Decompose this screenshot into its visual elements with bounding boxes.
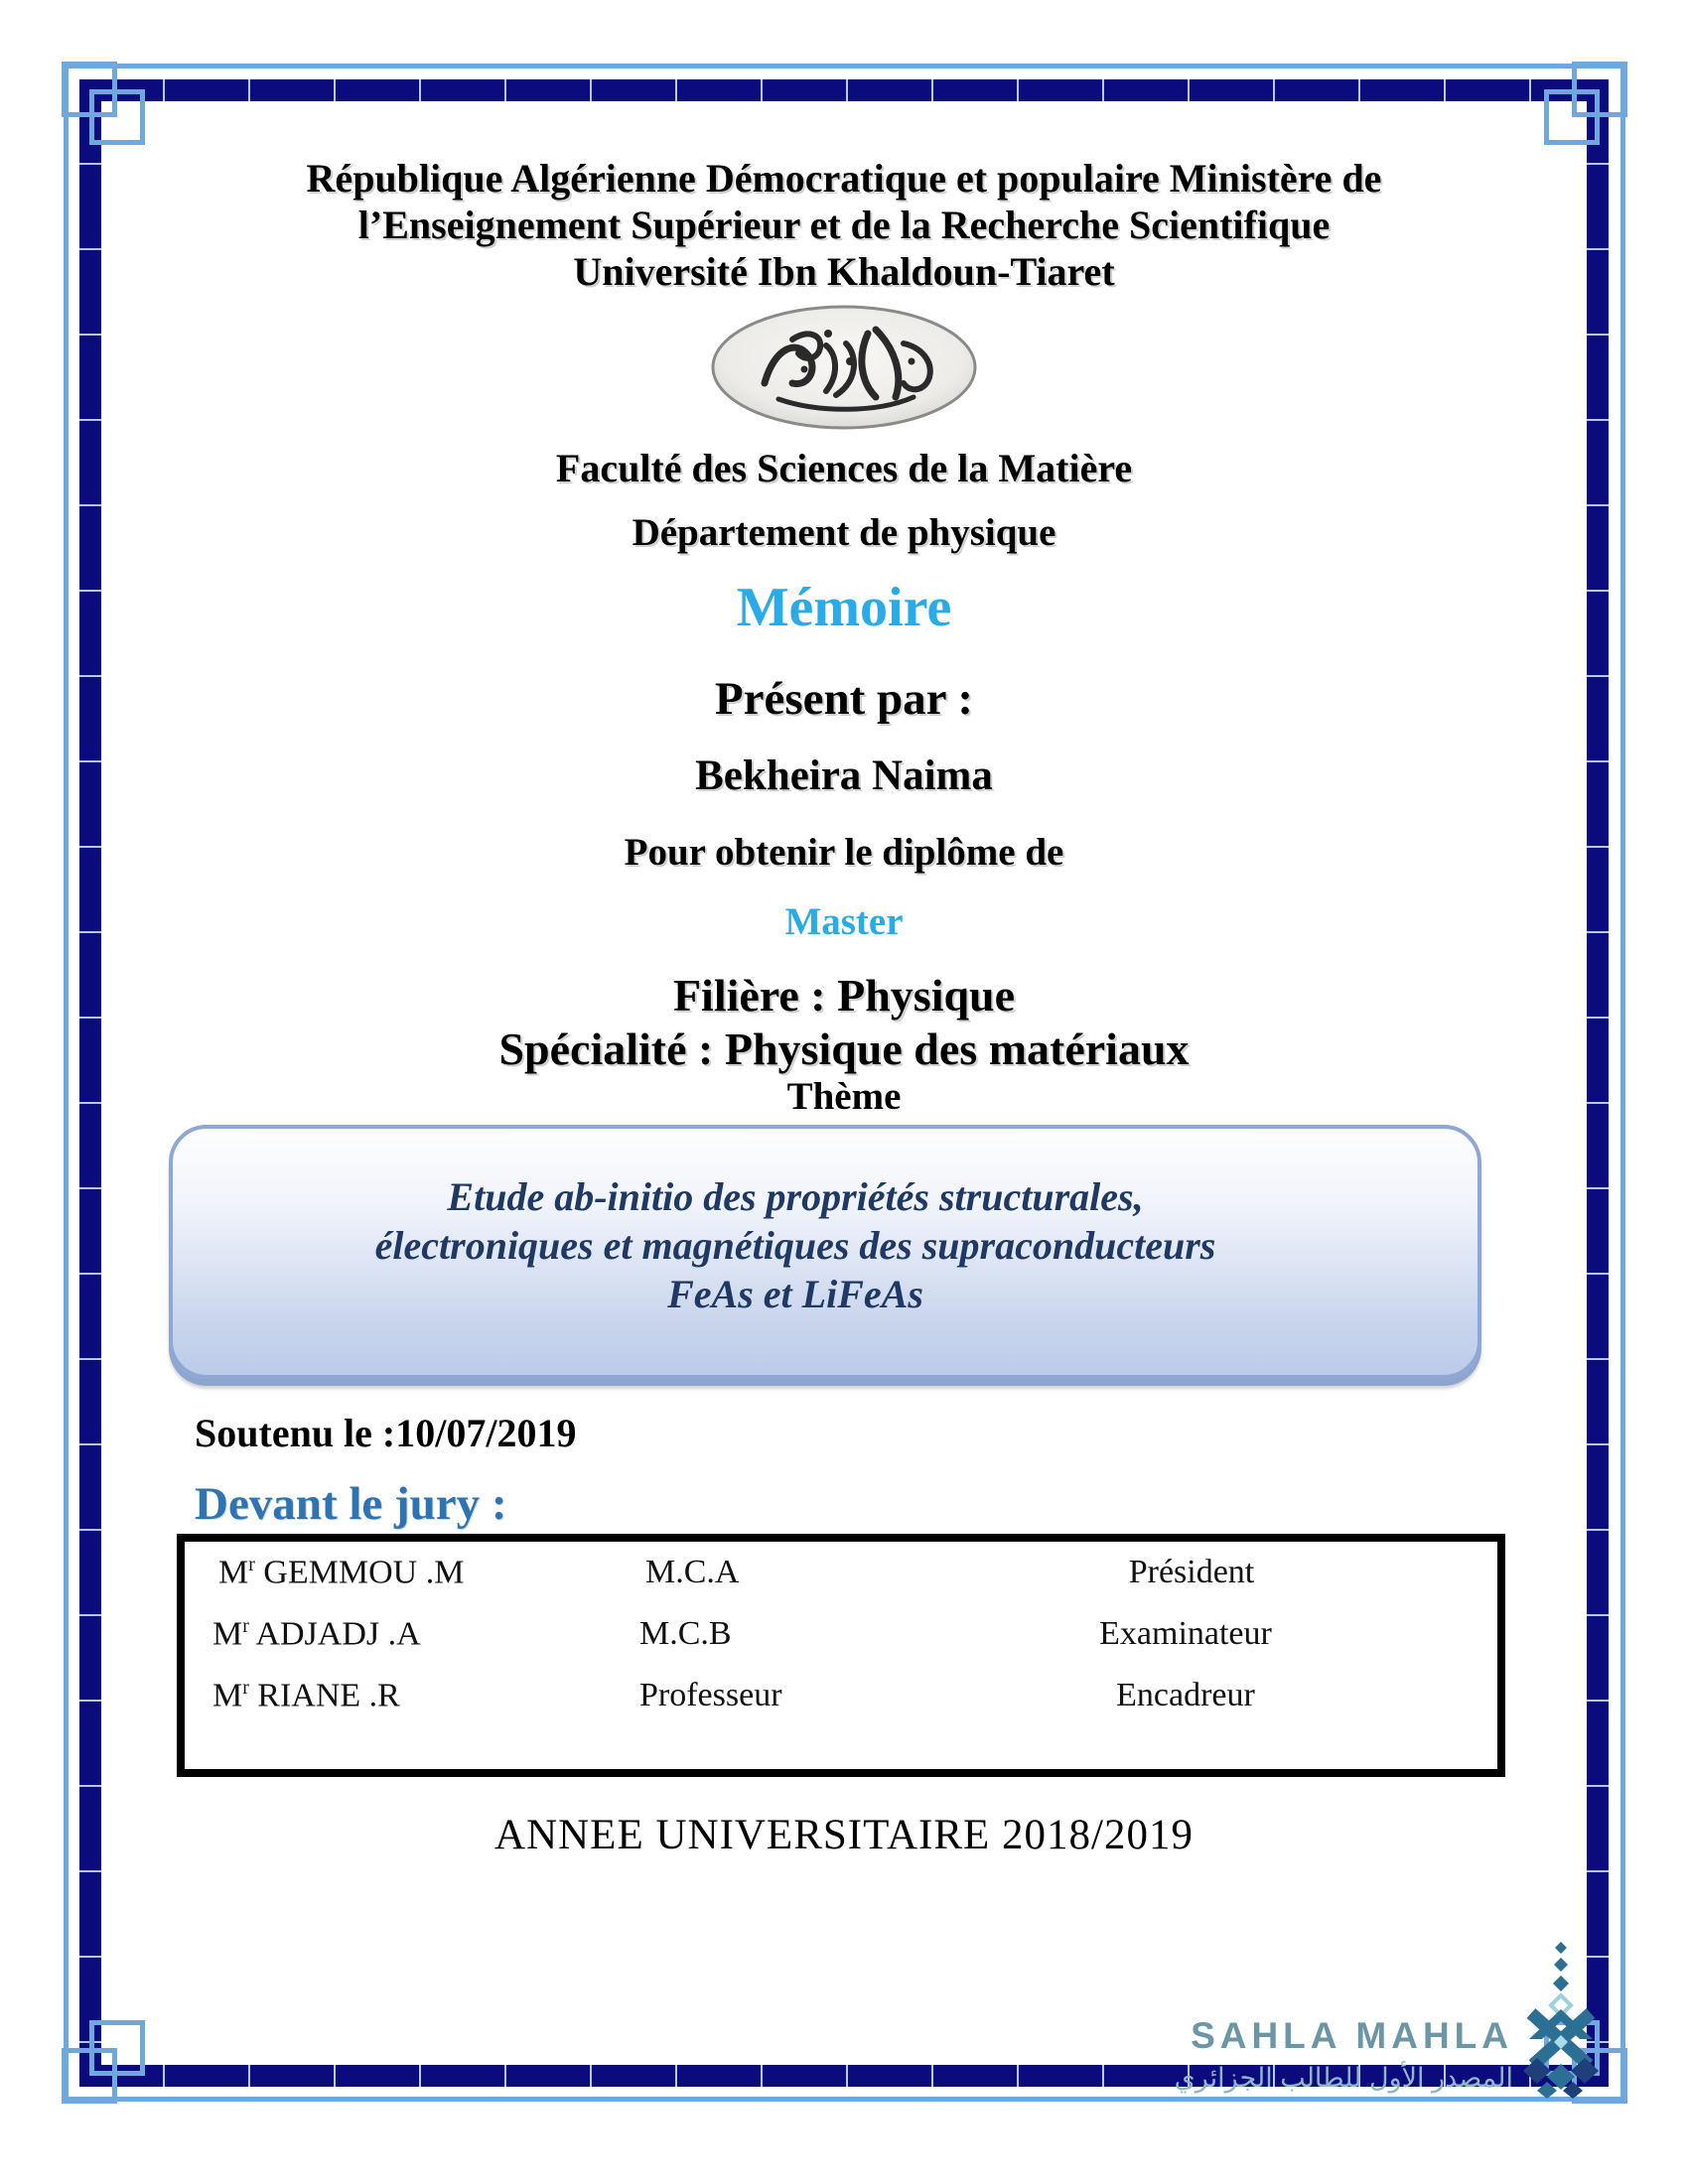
header-line-2: l’Enseignement Supérieur et de la Recherche Scientifique xyxy=(357,203,1331,247)
specialite-line: Spécialité : Physique des matériaux xyxy=(498,1024,1190,1074)
header-line-1: République Algérienne Démocratique et populaire Ministère de xyxy=(306,156,1382,201)
document-type-title: Mémoire xyxy=(736,577,952,638)
defense-date: Soutenu le :10/07/2019 xyxy=(195,1411,577,1455)
jury-member-role: Examinateur xyxy=(1099,1615,1272,1652)
thesis-title-line-3: FeAs et LiFeAs xyxy=(667,1272,923,1316)
filiere-line: Filière : Physique xyxy=(672,970,1016,1021)
department-title: Département de physique xyxy=(632,511,1056,554)
degree-name: Master xyxy=(784,900,904,943)
diploma-intro: Pour obtenir le diplôme de xyxy=(624,831,1064,874)
jury-member-grade: M.C.B xyxy=(639,1615,732,1652)
theme-label: Thème xyxy=(786,1075,902,1118)
sahla-mahla-branding xyxy=(1175,2015,1601,2094)
corner-square-decoration xyxy=(89,89,145,145)
academic-year: ANNEE UNIVERSITAIRE 2018/2019 xyxy=(494,1812,1194,1858)
jury-member-role: Encadreur xyxy=(1116,1677,1255,1713)
header-line-3: Université Ibn Khaldoun-Tiaret xyxy=(573,249,1115,294)
university-seal-wrap xyxy=(0,304,1688,436)
thesis-title-line-1: Etude ab-initio des propriétés structurales, xyxy=(447,1174,1144,1219)
thesis-title-line-2: électroniques et magnétiques des supraconducteurs xyxy=(374,1223,1216,1268)
border-band-top xyxy=(79,79,1609,101)
corner-square-decoration xyxy=(1544,89,1600,145)
jury-table-row xyxy=(212,1665,1497,1726)
jury-member-grade: M.C.A xyxy=(645,1554,740,1590)
brand-name: SAHLA MAHLA xyxy=(1191,2015,1513,2056)
thesis-title-box xyxy=(169,1125,1481,1379)
corner-square-decoration xyxy=(89,2020,145,2076)
jury-member-name: $M^r$ ADJADJ .A xyxy=(212,1614,421,1653)
author-name: Bekheira Naima xyxy=(695,752,993,799)
ministry-header xyxy=(0,155,1688,295)
jury-heading: Devant le jury : xyxy=(195,1478,507,1530)
brand-tagline-arabic: المصدر الأول للطالب الجزائري xyxy=(1174,2063,1513,2093)
jury-member-grade: Professeur xyxy=(639,1677,782,1713)
university-seal-icon xyxy=(709,304,979,431)
jury-table xyxy=(177,1534,1505,1777)
jury-member-role: Président xyxy=(1128,1554,1255,1590)
presented-by-label: Présent par : xyxy=(714,673,974,725)
jury-member-name: $M^r$ RIANE .R xyxy=(212,1676,400,1714)
jury-table-row xyxy=(212,1542,1497,1603)
jury-table-row xyxy=(212,1603,1497,1665)
faculty-title: Faculté des Sciences de la Matière xyxy=(555,446,1133,490)
jury-member-name: $M^r$ GEMMOU .M xyxy=(218,1553,465,1591)
brand-mark-icon xyxy=(1517,1940,1605,2099)
